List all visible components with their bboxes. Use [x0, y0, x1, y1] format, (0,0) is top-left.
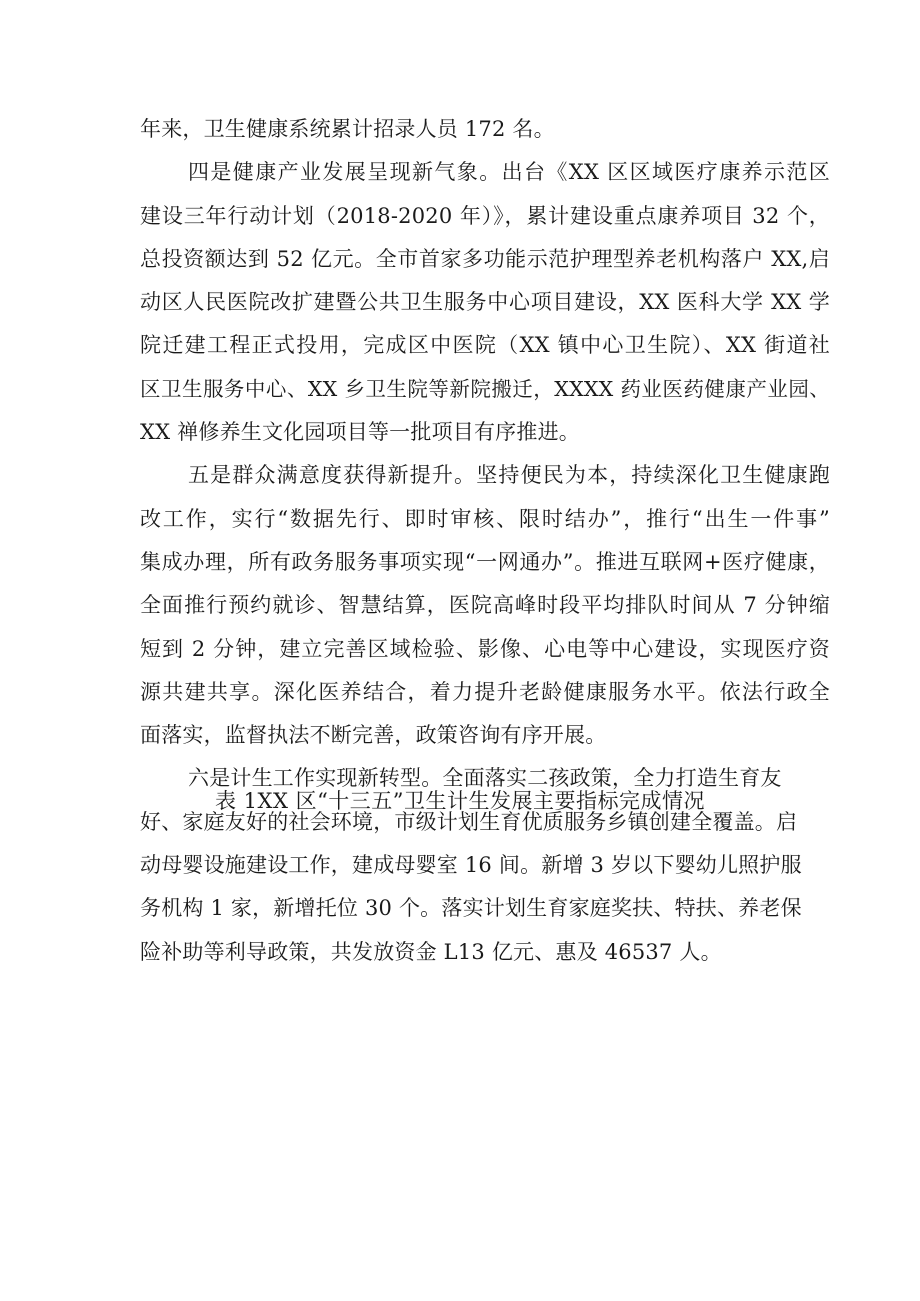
text-line-18: 动母婴设施建设工作，建成母婴室 16 间。新增 3 岁以下婴幼儿照护服 — [140, 853, 802, 878]
text-line-5: 动区人民医院改扩建暨公共卫生服务中心项目建设，XX 医科大学 XX 学 — [140, 290, 830, 315]
text-line-13: 短到 2 分钟，建立完善区域检验、影像、心电等中心建设，实现医疗资 — [140, 636, 830, 661]
text-line-7: 区卫生服务中心、XX 乡卫生院等新院搬迁，XXXX 药业医药健康产业园、 — [140, 376, 830, 401]
text-line-16: 六是计生工作实现新转型。全面落实二孩政策，全力打造生育友 — [188, 766, 782, 791]
document-body — [140, 108, 830, 974]
text-line-3: 建设三年行动计划（2018-2020 年）》，累计建设重点康养项目 32 个， — [140, 203, 830, 228]
text-line-6: 院迁建工程正式投用，完成区中医院（XX 镇中心卫生院）、XX 街道社 — [140, 333, 830, 358]
text-line-20: 险补助等利导政策，共发放资金 L13 亿元、惠及 46537 人。 — [140, 939, 722, 964]
text-line-2: 四是健康产业发展呈现新气象。出台《XX 区区域医疗康养示范区 — [188, 160, 830, 185]
text-line-9: 五是群众满意度获得新提升。坚持便民为本，持续深化卫生健康跑 — [188, 463, 830, 488]
text-line-10: 改工作，实行“数据先行、即时审核、限时结办”，推行“出生一件事” — [140, 506, 830, 531]
text-line-12: 全面推行预约就诊、智慧结算，医院高峰时段平均排队时间从 7 分钟缩 — [140, 593, 830, 618]
text-line-19: 务机构 1 家，新增托位 30 个。落实计划生育家庭奖扶、特扶、养老保 — [140, 896, 802, 921]
text-line-4: 总投资额达到 52 亿元。全市首家多功能示范护理型养老机构落户 XX,启 — [140, 246, 830, 271]
text-line-17: 好、家庭友好的社会环境，市级计划生育优质服务乡镇创建全覆盖。启 — [140, 809, 798, 834]
text-line-15: 面落实，监督执法不断完善，政策咨询有序开展。 — [140, 723, 607, 748]
text-line-14: 源共建共享。深化医养结合，着力提升老龄健康服务水平。依法行政全 — [140, 679, 830, 704]
text-line-11: 集成办理，所有政务服务事项实现“一网通办”。推进互联网+医疗健康， — [140, 549, 830, 574]
text-line-8: XX 禅修养生文化园项目等一批项目有序推进。 — [140, 420, 580, 445]
text-line-1: 年来，卫生健康系统累计招录人员 172 名。 — [140, 117, 555, 141]
table-caption: 表 1XX 区“十三五”卫生计生发展主要指标完成情况 — [214, 789, 706, 813]
